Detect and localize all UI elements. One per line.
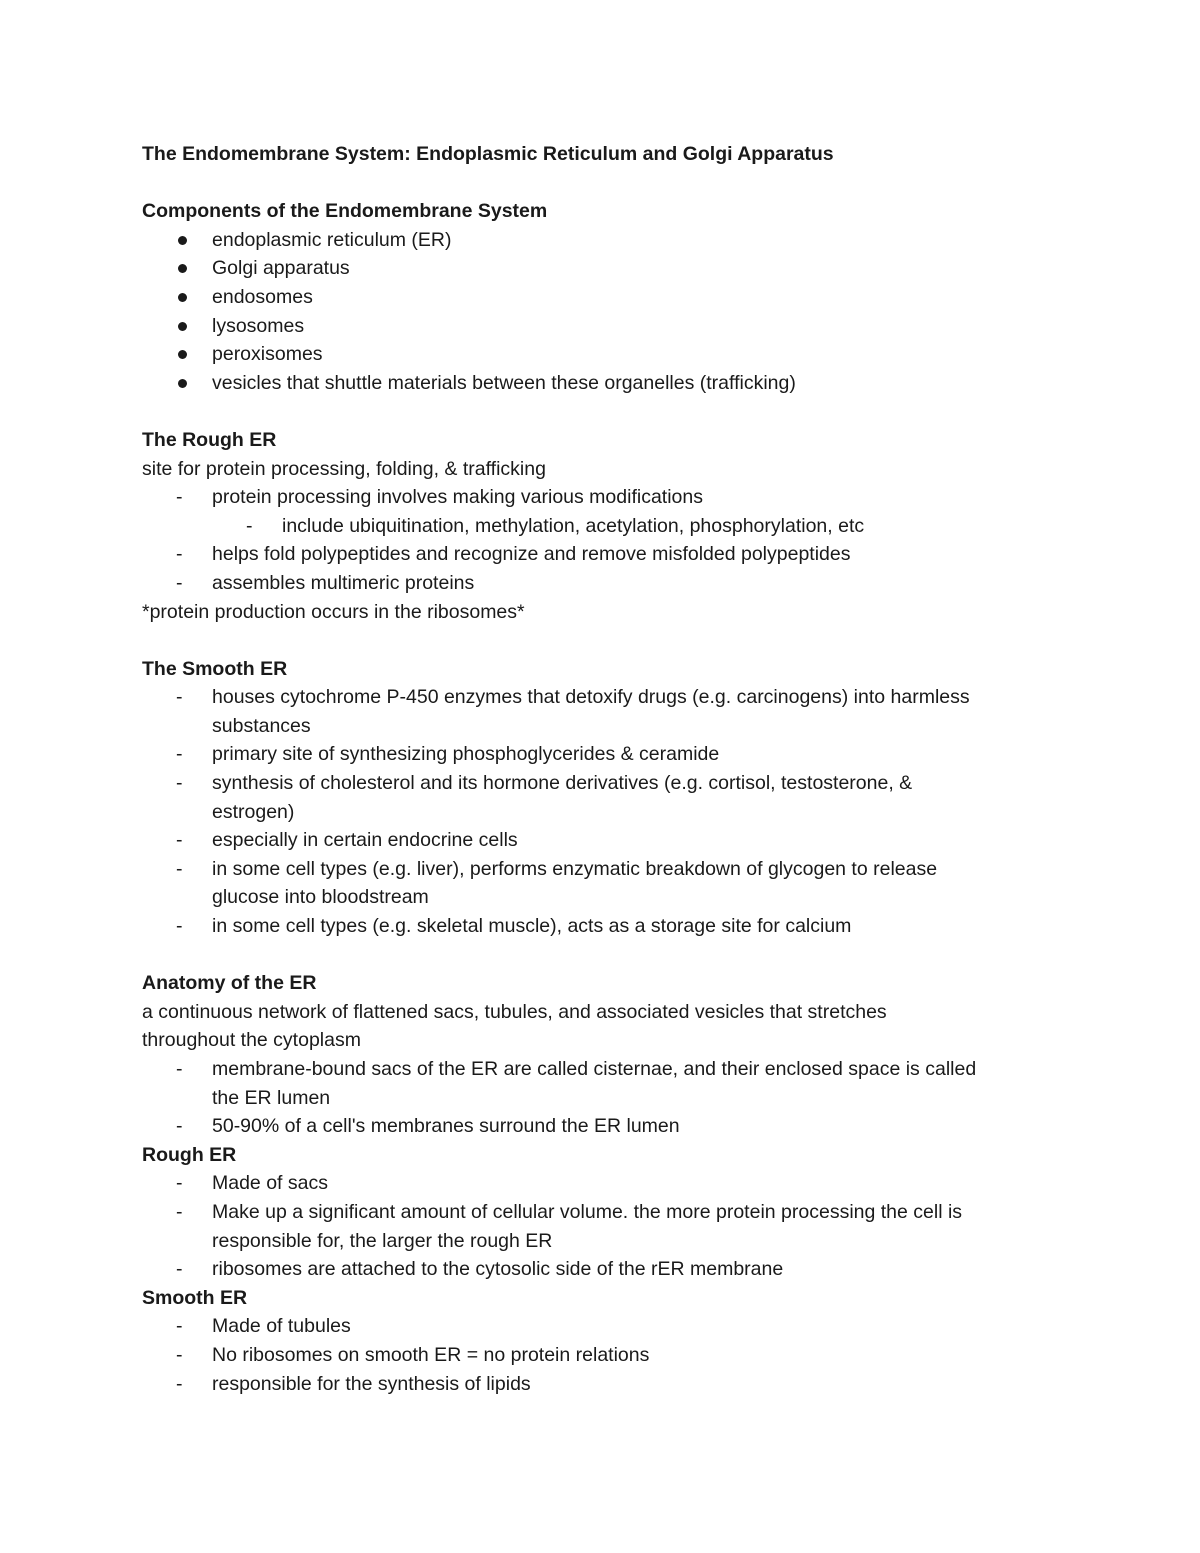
- dash-marker: -: [176, 1115, 183, 1138]
- list-item: peroxisomes: [142, 340, 1082, 369]
- dash-marker: -: [176, 1058, 183, 1080]
- dash-marker: -: [176, 686, 183, 709]
- dash-marker: -: [176, 857, 183, 880]
- list-item: - houses cytochrome P-450 enzymes that detoxify drugs (e.g. carcinogens) into harmless: [142, 683, 1082, 712]
- bullet-icon: [178, 293, 187, 302]
- document-title: The Endomembrane System: Endoplasmic Reticulum and Golgi Apparatus: [142, 143, 834, 165]
- list-item: Golgi apparatus: [142, 254, 1082, 283]
- dash-marker: -: [176, 1172, 183, 1195]
- list-item: - Made of tubules: [142, 1312, 1082, 1341]
- list-item: - in some cell types (e.g. liver), performs enzymatic breakdown of glycogen to release: [142, 855, 1082, 884]
- list-item: - membrane-bound sacs of the ER are called cisternae, and their enclosed space is called: [142, 1055, 1082, 1084]
- list-item: - ribosomes are attached to the cytosolic side of the rER membrane: [142, 1255, 1082, 1284]
- list-item: - Made of sacs: [142, 1169, 1082, 1198]
- list-item: - primary site of synthesizing phosphoglycerides & ceramide: [142, 740, 1082, 769]
- dash-marker: -: [176, 1315, 183, 1338]
- dash-marker: -: [176, 1372, 183, 1395]
- list-item: - include ubiquitination, methylation, acetylation, phosphorylation, etc: [142, 512, 1082, 541]
- list-item: - synthesis of cholesterol and its hormone derivatives (e.g. cortisol, testosterone, &: [142, 769, 1082, 798]
- list-item: - helps fold polypeptides and recognize and remove misfolded polypeptides: [142, 540, 1082, 569]
- dash-marker: -: [176, 571, 183, 594]
- spacer: [142, 169, 1082, 198]
- spacer: [142, 626, 1082, 655]
- dash-marker: -: [176, 1258, 183, 1281]
- dash-marker: -: [176, 915, 183, 938]
- dash-marker: -: [176, 486, 183, 509]
- list-item: - assembles multimeric proteins: [142, 569, 1082, 598]
- list-item: - 50-90% of a cell's membranes surround the ER lumen: [142, 1112, 1082, 1141]
- smooth-er-subheading: Smooth ER: [142, 1286, 248, 1309]
- list-item: - in some cell types (e.g. skeletal muscle), acts as a storage site for calcium: [142, 912, 1082, 941]
- bullet-icon: [178, 236, 187, 245]
- list-item: lysosomes: [142, 312, 1082, 341]
- spacer: [142, 941, 1082, 970]
- smooth-er-heading: The Smooth ER: [142, 657, 288, 680]
- list-item: - Make up a significant amount of cellular volume. the more protein processing the cell is: [142, 1198, 1082, 1227]
- dash-marker: -: [176, 1200, 183, 1223]
- list-item: endoplasmic reticulum (ER): [142, 226, 1082, 255]
- document-page: [142, 140, 1082, 1398]
- rough-er-intro: site for protein processing, folding, & trafficking: [142, 457, 546, 480]
- rough-er-heading: The Rough ER: [142, 428, 277, 451]
- list-item: vesicles that shuttle materials between these organelles (trafficking): [142, 369, 1082, 398]
- list-item: - especially in certain endocrine cells: [142, 826, 1082, 855]
- anatomy-intro: a continuous network of flattened sacs, tubules, and associated vesicles that stretches: [142, 1000, 887, 1023]
- bullet-icon: [178, 264, 187, 273]
- spacer: [142, 397, 1082, 426]
- list-item: - protein processing involves making various modifications: [142, 483, 1082, 512]
- dash-marker: -: [176, 543, 183, 566]
- list-item: - responsible for the synthesis of lipids: [142, 1370, 1082, 1399]
- anatomy-intro-continuation: throughout the cytoplasm: [142, 1029, 361, 1052]
- dash-marker: -: [176, 743, 183, 766]
- components-heading: Components of the Endomembrane System: [142, 200, 548, 223]
- dash-marker: -: [176, 829, 183, 852]
- dash-marker: -: [176, 772, 183, 795]
- list-item-continuation: responsible for, the larger the rough ER: [212, 1229, 553, 1252]
- rough-er-subheading: Rough ER: [142, 1143, 237, 1166]
- rough-er-note: *protein production occurs in the ribosomes*: [142, 600, 525, 623]
- bullet-icon: [178, 322, 187, 331]
- bullet-icon: [178, 350, 187, 359]
- list-item-continuation: glucose into bloodstream: [212, 886, 429, 909]
- list-item: endosomes: [142, 283, 1082, 312]
- dash-marker: -: [176, 1343, 183, 1366]
- dash-marker: -: [246, 514, 253, 537]
- bullet-icon: [178, 379, 187, 388]
- list-item-continuation: the ER lumen: [212, 1086, 331, 1109]
- list-item: - No ribosomes on smooth ER = no protein relations: [142, 1341, 1082, 1370]
- list-item-continuation: estrogen): [212, 800, 295, 823]
- anatomy-heading: Anatomy of the ER: [142, 972, 317, 995]
- list-item-continuation: substances: [212, 714, 311, 737]
